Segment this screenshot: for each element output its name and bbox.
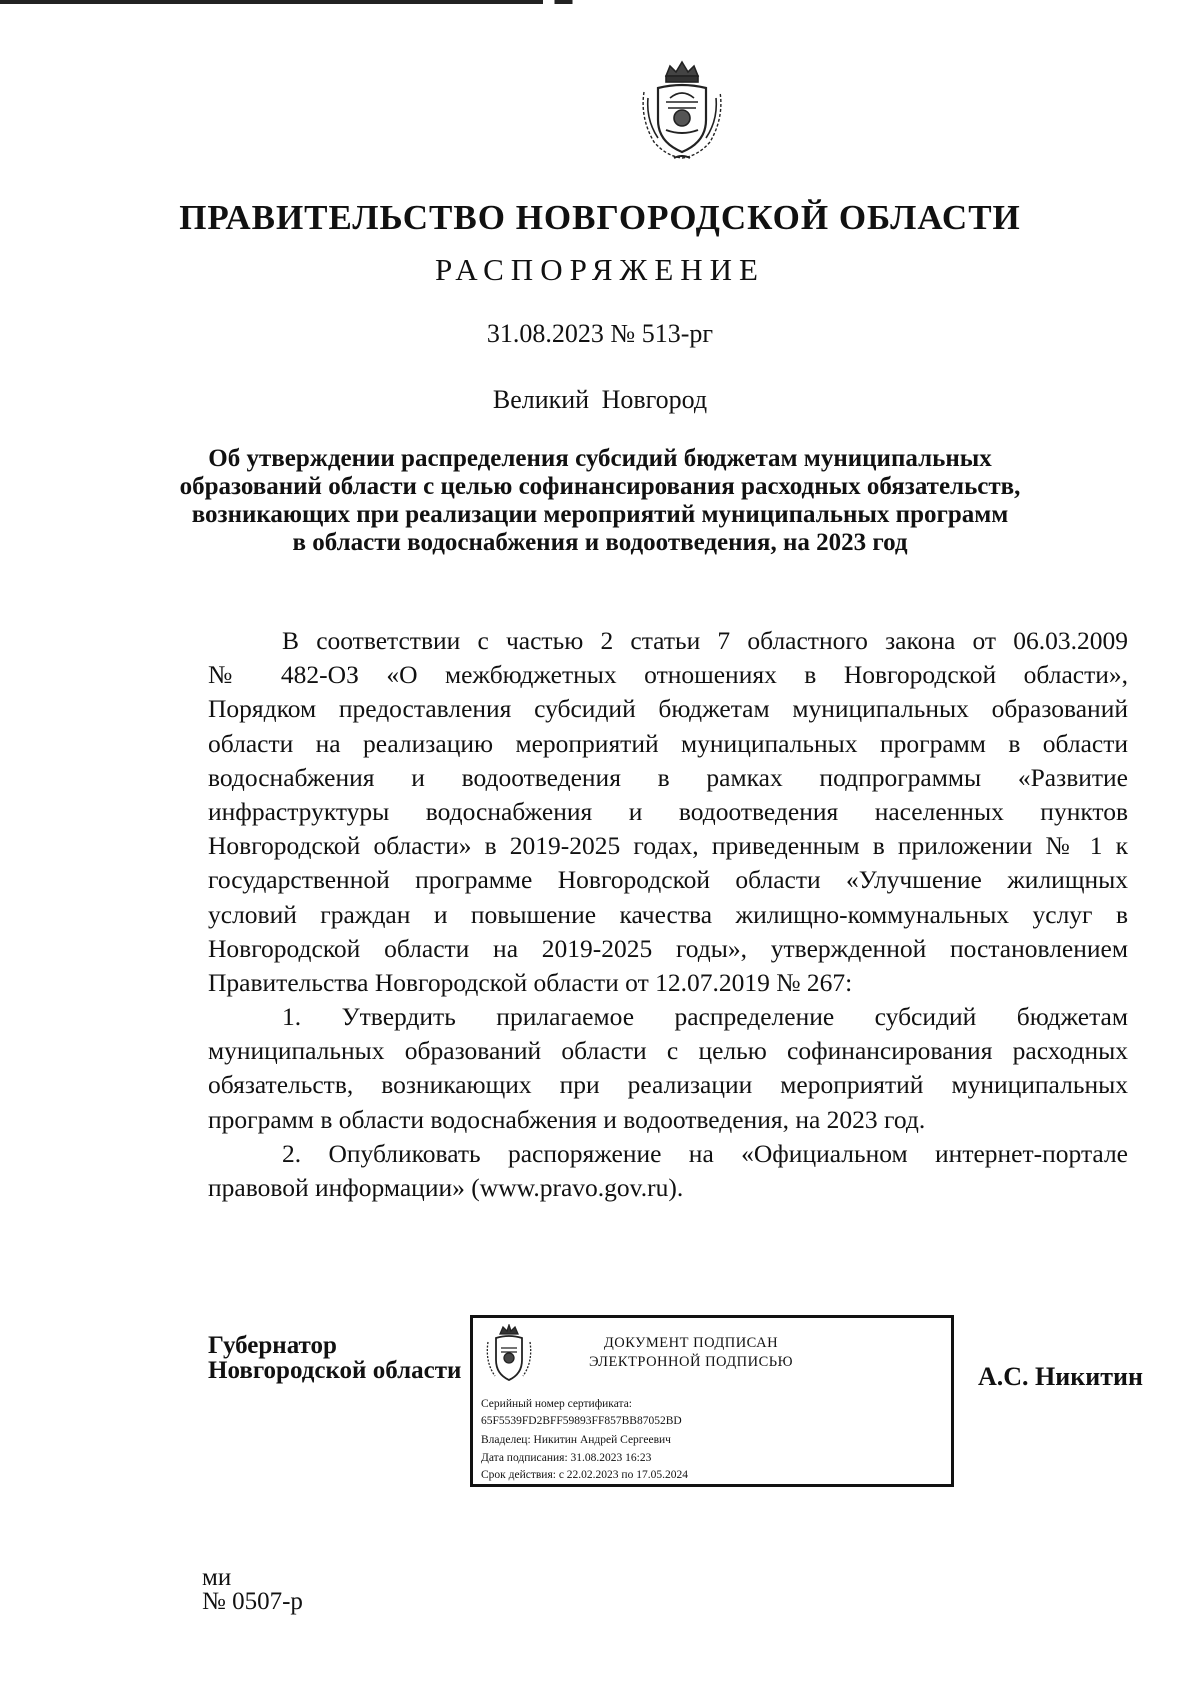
- electronic-signature-stamp: [470, 1315, 954, 1487]
- executor-initials: ми: [202, 1564, 232, 1591]
- stamp-coat-of-arms-icon: [483, 1324, 535, 1386]
- body-line: № 482-ОЗ «О межбюджетных отношениях в Новгородской области»,: [208, 660, 1128, 690]
- body-line: области на реализацию мероприятий муниципальных программ в области: [208, 728, 1128, 758]
- registration-number: № 0507-р: [202, 1588, 303, 1615]
- title-line: образований области с целью софинансирования расходных обязательств,: [179, 473, 1021, 500]
- document-title: [160, 445, 1040, 557]
- body-line: Правительства Новгородской области от 12.07.2019 № 267:: [208, 967, 853, 997]
- body-line: муниципальных образований области с целью софинансирования расходных: [208, 1036, 1128, 1066]
- body-line: условий граждан и повышение качества жилищно-коммунальных услуг в: [208, 899, 1128, 929]
- stamp-validity: Срок действия: с 22.02.2023 по 17.05.2024: [481, 1469, 688, 1481]
- stamp-signed-date: Дата подписания: 31.08.2023 16:23: [481, 1452, 652, 1464]
- stamp-cert-number: 65F5539FD2BFF59893FF857BB87052BD: [481, 1415, 682, 1427]
- document-type: РАСПОРЯЖЕНИЕ: [435, 252, 765, 287]
- signatory-name: А.С. Никитин: [978, 1362, 1143, 1391]
- scan-artifact-line: [0, 0, 590, 4]
- body-line: В соответствии с частью 2 статьи 7 областного закона от 06.03.2009: [282, 626, 1128, 655]
- body-line: обязательств, возникающих при реализации мероприятий муниципальных: [208, 1070, 1128, 1100]
- document-city: Великий Новгород: [492, 385, 708, 414]
- coat-of-arms-icon: [636, 58, 728, 162]
- body-line: инфраструктуры водоснабжения и водоотведения населенных пунктов: [208, 796, 1128, 826]
- title-line: Об утверждении распределения субсидий бюджетам муниципальных: [208, 445, 992, 472]
- stamp-heading-line: ЭЛЕКТРОННОЙ ПОДПИСЬЮ: [588, 1354, 794, 1370]
- organization-name: ПРАВИТЕЛЬСТВО НОВГОРОДСКОЙ ОБЛАСТИ: [179, 198, 1021, 237]
- document-body: [208, 624, 1128, 1205]
- title-line: в области водоснабжения и водоотведения, на 2023 год: [292, 529, 908, 556]
- signatory-position: [208, 1333, 461, 1383]
- body-line: правовой информации» (www.pravo.gov.ru).: [208, 1173, 684, 1202]
- body-line: Порядком предоставления субсидий бюджетам муниципальных образований: [208, 694, 1128, 724]
- signatory-position-line: Губернатор: [208, 1332, 337, 1359]
- body-line: программ в области водоснабжения и водоотведения, на 2023 год.: [208, 1104, 926, 1134]
- document-footer: [202, 1566, 303, 1614]
- body-line: водоснабжения и водоотведения в рамках подпрограммы «Развитие: [208, 762, 1128, 792]
- title-line: возникающих при реализации мероприятий муниципальных программ: [191, 501, 1009, 528]
- document-date-number: 31.08.2023 № 513-рг: [486, 319, 714, 348]
- body-line: 2. Опубликовать распоряжение на «Официальном интернет-портале: [282, 1138, 1128, 1168]
- body-line: Новгородской области на 2019-2025 годы», утвержденной постановлением: [208, 933, 1128, 963]
- stamp-owner: Владелец: Никитин Андрей Сергеевич: [481, 1434, 671, 1446]
- body-line: государственной программе Новгородской области «Улучшение жилищных: [208, 865, 1128, 895]
- stamp-heading: [571, 1334, 811, 1372]
- stamp-heading-line: ДОКУМЕНТ ПОДПИСАН: [603, 1335, 779, 1351]
- signatory-position-line: Новгородской области: [208, 1357, 462, 1384]
- body-line: 1. Утвердить прилагаемое распределение субсидий бюджетам: [282, 1002, 1128, 1032]
- body-line: Новгородской области» в 2019-2025 годах, приведенным в приложении № 1 к: [208, 831, 1128, 861]
- stamp-cert-label: Серийный номер сертификата:: [481, 1398, 632, 1410]
